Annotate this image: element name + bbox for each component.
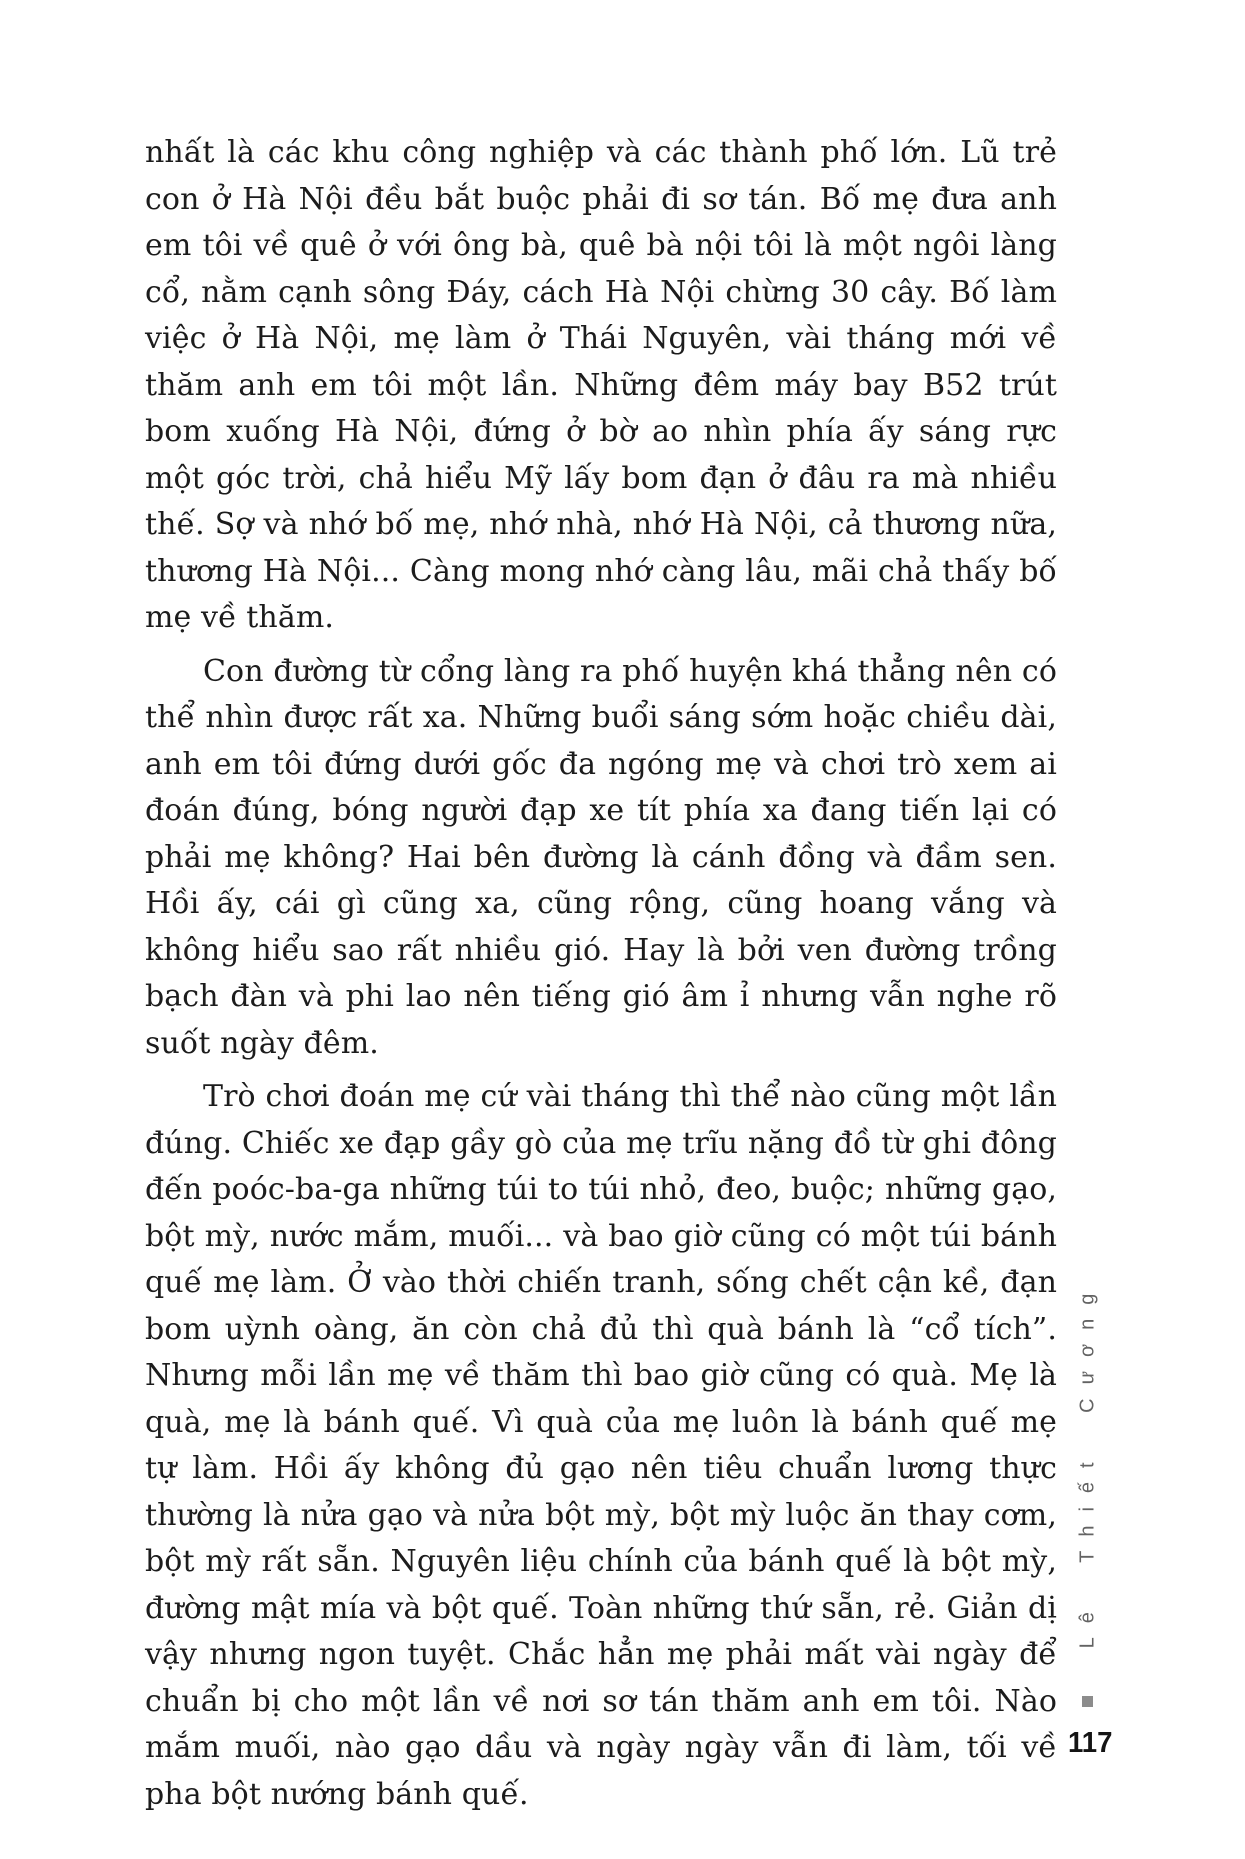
paragraph-2: Con đường từ cổng làng ra phố huyện khá thẳng nên có thể nhìn được rất xa. Những buổi sáng sớm hoặc chiều dài, anh em tôi đứng dưới gốc đa ngóng mẹ và chơi trò xem ai đoán đúng, bóng người đạp xe tít phía xa đang tiến lại có phải mẹ không? Hai bên đường là cánh đồng và đầm sen. Hồi ấy, cái gì cũng xa, cũng rộng, cũng hoang vắng và không hiểu sao rất nhiều gió. Hay là bởi ven đường trồng bạch đàn và phi lao nên tiếng gió âm ỉ nhưng vẫn nghe rõ suốt ngày đêm. bbox=[145, 653, 1057, 1061]
paragraph-3: Trò chơi đoán mẹ cứ vài tháng thì thể nào cũng một lần đúng. Chiếc xe đạp gầy gò của mẹ trĩu nặng đồ từ ghi đông đến poóc-ba-ga những túi to túi nhỏ, đeo, buộc; những gạo, bột mỳ, nước mắm, muối... và bao giờ cũng có một túi bánh quế mẹ làm. Ở vào thời chiến tranh, sống chết cận kề, đạn bom uỳnh oàng, ăn còn chả đủ thì quà bánh là “cổ tích”. Nhưng mỗi lần mẹ về thăm thì bao giờ cũng có quà. Mẹ là quà, mẹ là bánh quế. Vì quà của mẹ luôn là bánh quế mẹ tự làm. Hồi ấy không đủ gạo nên tiêu chuẩn lương thực thường là nửa gạo và nửa bột mỳ, bột mỳ luộc ăn thay cơm, bột mỳ rất sẵn. Nguyên liệu chính của bánh quế là bột mỳ, đường mật mía và bột quế. Toàn những thứ sẵn, rẻ. Giản dị vậy nhưng ngon tuyệt. Chắc hẳn mẹ phải mất vài ngày để chuẩn bị cho một lần về nơi sơ tán thăm anh em tôi. Nào mắm muối, nào gạo dầu và ngày ngày vẫn đi làm, tối về pha bột nướng bánh quế. bbox=[145, 1079, 1057, 1812]
page-number: 117 bbox=[1068, 1727, 1113, 1759]
body-text bbox=[145, 130, 1057, 1818]
paragraph-1: nhất là các khu công nghiệp và các thành phố lớn. Lũ trẻ con ở Hà Nội đều bắt buộc phải đi sơ tán. Bố mẹ đưa anh em tôi về quê ở với ông bà, quê bà nội tôi là một ngôi làng cổ, nằm cạnh sông Đáy, cách Hà Nội chừng 30 cây. Bố làm việc ở Hà Nội, mẹ làm ở Thái Nguyên, vài tháng mới về thăm anh em tôi một lần. Những đêm máy bay B52 trút bom xuống Hà Nội, đứng ở bờ ao nhìn phía ấy sáng rực một góc trời, chả hiểu Mỹ lấy bom đạn ở đâu ra mà nhiều thế. Sợ và nhớ bố mẹ, nhớ nhà, nhớ Hà Nội, cả thương nữa, thương Hà Nội... Càng mong nhớ càng lâu, mãi chả thấy bố mẹ về thăm. bbox=[145, 135, 1057, 635]
author-name-label: Lê Thiết Cương bbox=[1076, 1279, 1099, 1649]
square-bullet-icon bbox=[1082, 1696, 1093, 1707]
